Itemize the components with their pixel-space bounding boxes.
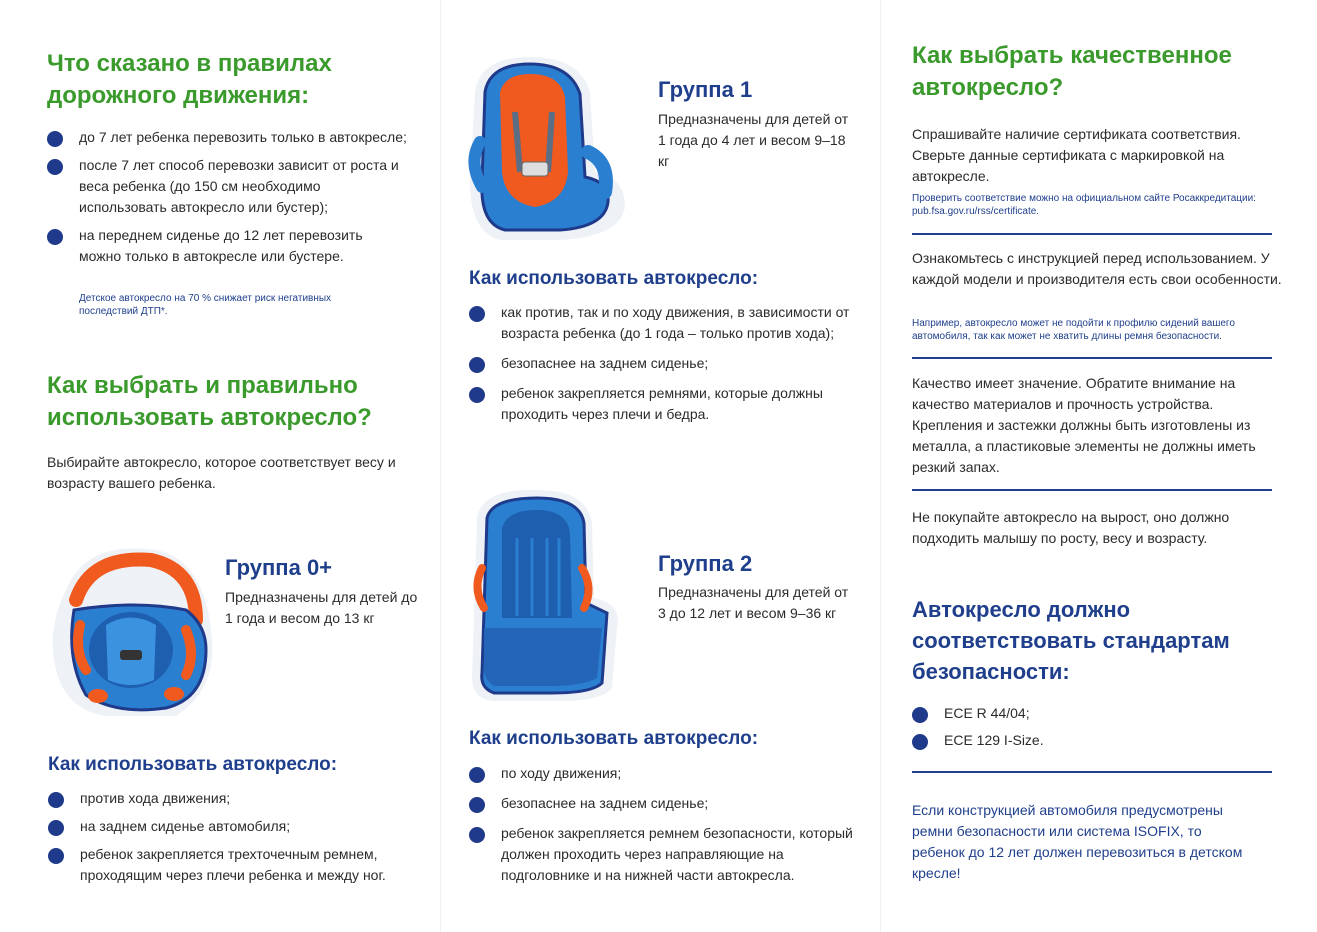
divider [912, 771, 1272, 773]
bullet-icon [47, 159, 63, 175]
list-item: против хода движения; [48, 788, 423, 809]
panel-middle [440, 0, 880, 932]
divider [912, 489, 1272, 491]
use1-heading: Как использовать автокресло: [469, 268, 759, 289]
bullet-icon [47, 131, 63, 147]
group0-text: Предназначены для детей до 1 года и весом до 13 кг [225, 589, 418, 626]
child-seat-group1-icon [460, 52, 630, 242]
group1-text: Предназначены для детей от 1 года до 4 лет и весом 9–18 кг [658, 111, 849, 169]
standard-list [912, 703, 1212, 751]
bullet-icon [469, 797, 485, 813]
bullet-icon [469, 767, 485, 783]
instruction-note: Например, автокресло может не подойти к профилю сидений вашего автомобиля, так как может не хватить длины ремня безопасности. [912, 318, 1235, 342]
list-item: безопаснее на заднем сиденье; [469, 793, 869, 814]
use2-list [469, 763, 869, 886]
quality-text: Качество имеет значение. Обратите внимание на качество материалов и прочность устройства. Крепления и застежки должны быть изготовлены из металла, а пластиковые элементы не должны иметь резкий запах. [912, 375, 1256, 475]
list-item: безопаснее на заднем сиденье; [469, 353, 879, 374]
group0-title: Группа 0+ [225, 555, 333, 580]
cert-note: Проверить соответствие можно на официальном сайте Росаккредитации: pub.fsa.gov.ru/rss/certificate. [912, 193, 1256, 217]
list-item: до 7 лет ребенка перевозить только в автокресле; [47, 127, 407, 148]
list-item: ребенок закрепляется ремнями, которые должны проходить через плечи и бедра. [469, 383, 879, 425]
list-item: на переднем сиденье до 12 лет перевозить можно только в автокресле или бустере. [47, 225, 407, 267]
use1-list [469, 302, 879, 425]
isofix-text: Если конструкцией автомобиля предусмотрены ремни безопасности или система ISOFIX, то ребенок до 12 лет должен перевозиться в детском кресле! [912, 802, 1243, 881]
bullet-icon [912, 734, 928, 750]
bullet-icon [48, 792, 64, 808]
rules-heading: Что сказано в правилах дорожного движения: [47, 50, 332, 109]
booster-seat-group2-icon [462, 488, 632, 703]
bullet-icon [469, 357, 485, 373]
bullet-icon [469, 827, 485, 843]
bullet-icon [48, 820, 64, 836]
group2-title: Группа 2 [658, 551, 753, 576]
instruction-text: Ознакомьтесь с инструкцией перед использованием. У каждой модели и производителя есть свои особенности. [912, 250, 1282, 287]
rules-list [47, 127, 407, 267]
list-item: как против, так и по ходу движения, в зависимости от возраста ребенка (до 1 года – только против хода); [469, 302, 879, 344]
cert-text: Спрашивайте наличие сертификата соответствия. Сверьте данные сертификата с маркировкой на автокресле. [912, 126, 1241, 184]
choose-text: Выбирайте автокресло, которое соответствует весу и возрасту вашего ребенка. [47, 454, 396, 491]
list-item: по ходу движения; [469, 763, 869, 784]
group2-text: Предназначены для детей от 3 до 12 лет и весом 9–36 кг [658, 584, 849, 621]
bullet-icon [912, 707, 928, 723]
panel-right [880, 0, 1317, 932]
bullet-icon [469, 387, 485, 403]
bullet-icon [48, 848, 64, 864]
list-item: на заднем сиденье автомобиля; [48, 816, 423, 837]
quality-heading: Как выбрать качественное автокресло? [912, 42, 1232, 101]
bullet-icon [469, 306, 485, 322]
bullet-icon [47, 229, 63, 245]
standard-heading: Автокресло должно соответствовать стандартам безопасности: [912, 597, 1230, 684]
list-item: ECE 129 I-Size. [912, 730, 1212, 751]
grow-text: Не покупайте автокресло на вырост, оно должно подходить малышу по росту, весу и возрасту. [912, 509, 1230, 546]
divider [912, 233, 1272, 235]
use2-heading: Как использовать автокресло: [469, 728, 759, 749]
list-item: ECE R 44/04; [912, 703, 1212, 724]
list-item: ребенок закрепляется ремнем безопасности, который должен проходить через направляющие на подголовнике и на нижней части автокресла. [469, 823, 869, 886]
list-item: после 7 лет способ перевозки зависит от роста и веса ребенка (до 150 см необходимо использовать автокресло или бустер); [47, 155, 407, 218]
choose-heading: Как выбрать и правильно использовать автокресло? [47, 372, 372, 431]
divider [912, 357, 1272, 359]
panel-left [0, 0, 440, 932]
group1-title: Группа 1 [658, 77, 753, 102]
infant-carrier-icon [46, 530, 218, 722]
list-item: ребенок закрепляется трехточечным ремнем, проходящим через плечи ребенка и между ног. [48, 844, 423, 886]
use0-list [48, 788, 423, 886]
use0-heading: Как использовать автокресло: [48, 754, 338, 775]
rules-note: Детское автокресло на 70 % снижает риск негативных последствий ДТП*. [79, 293, 332, 317]
